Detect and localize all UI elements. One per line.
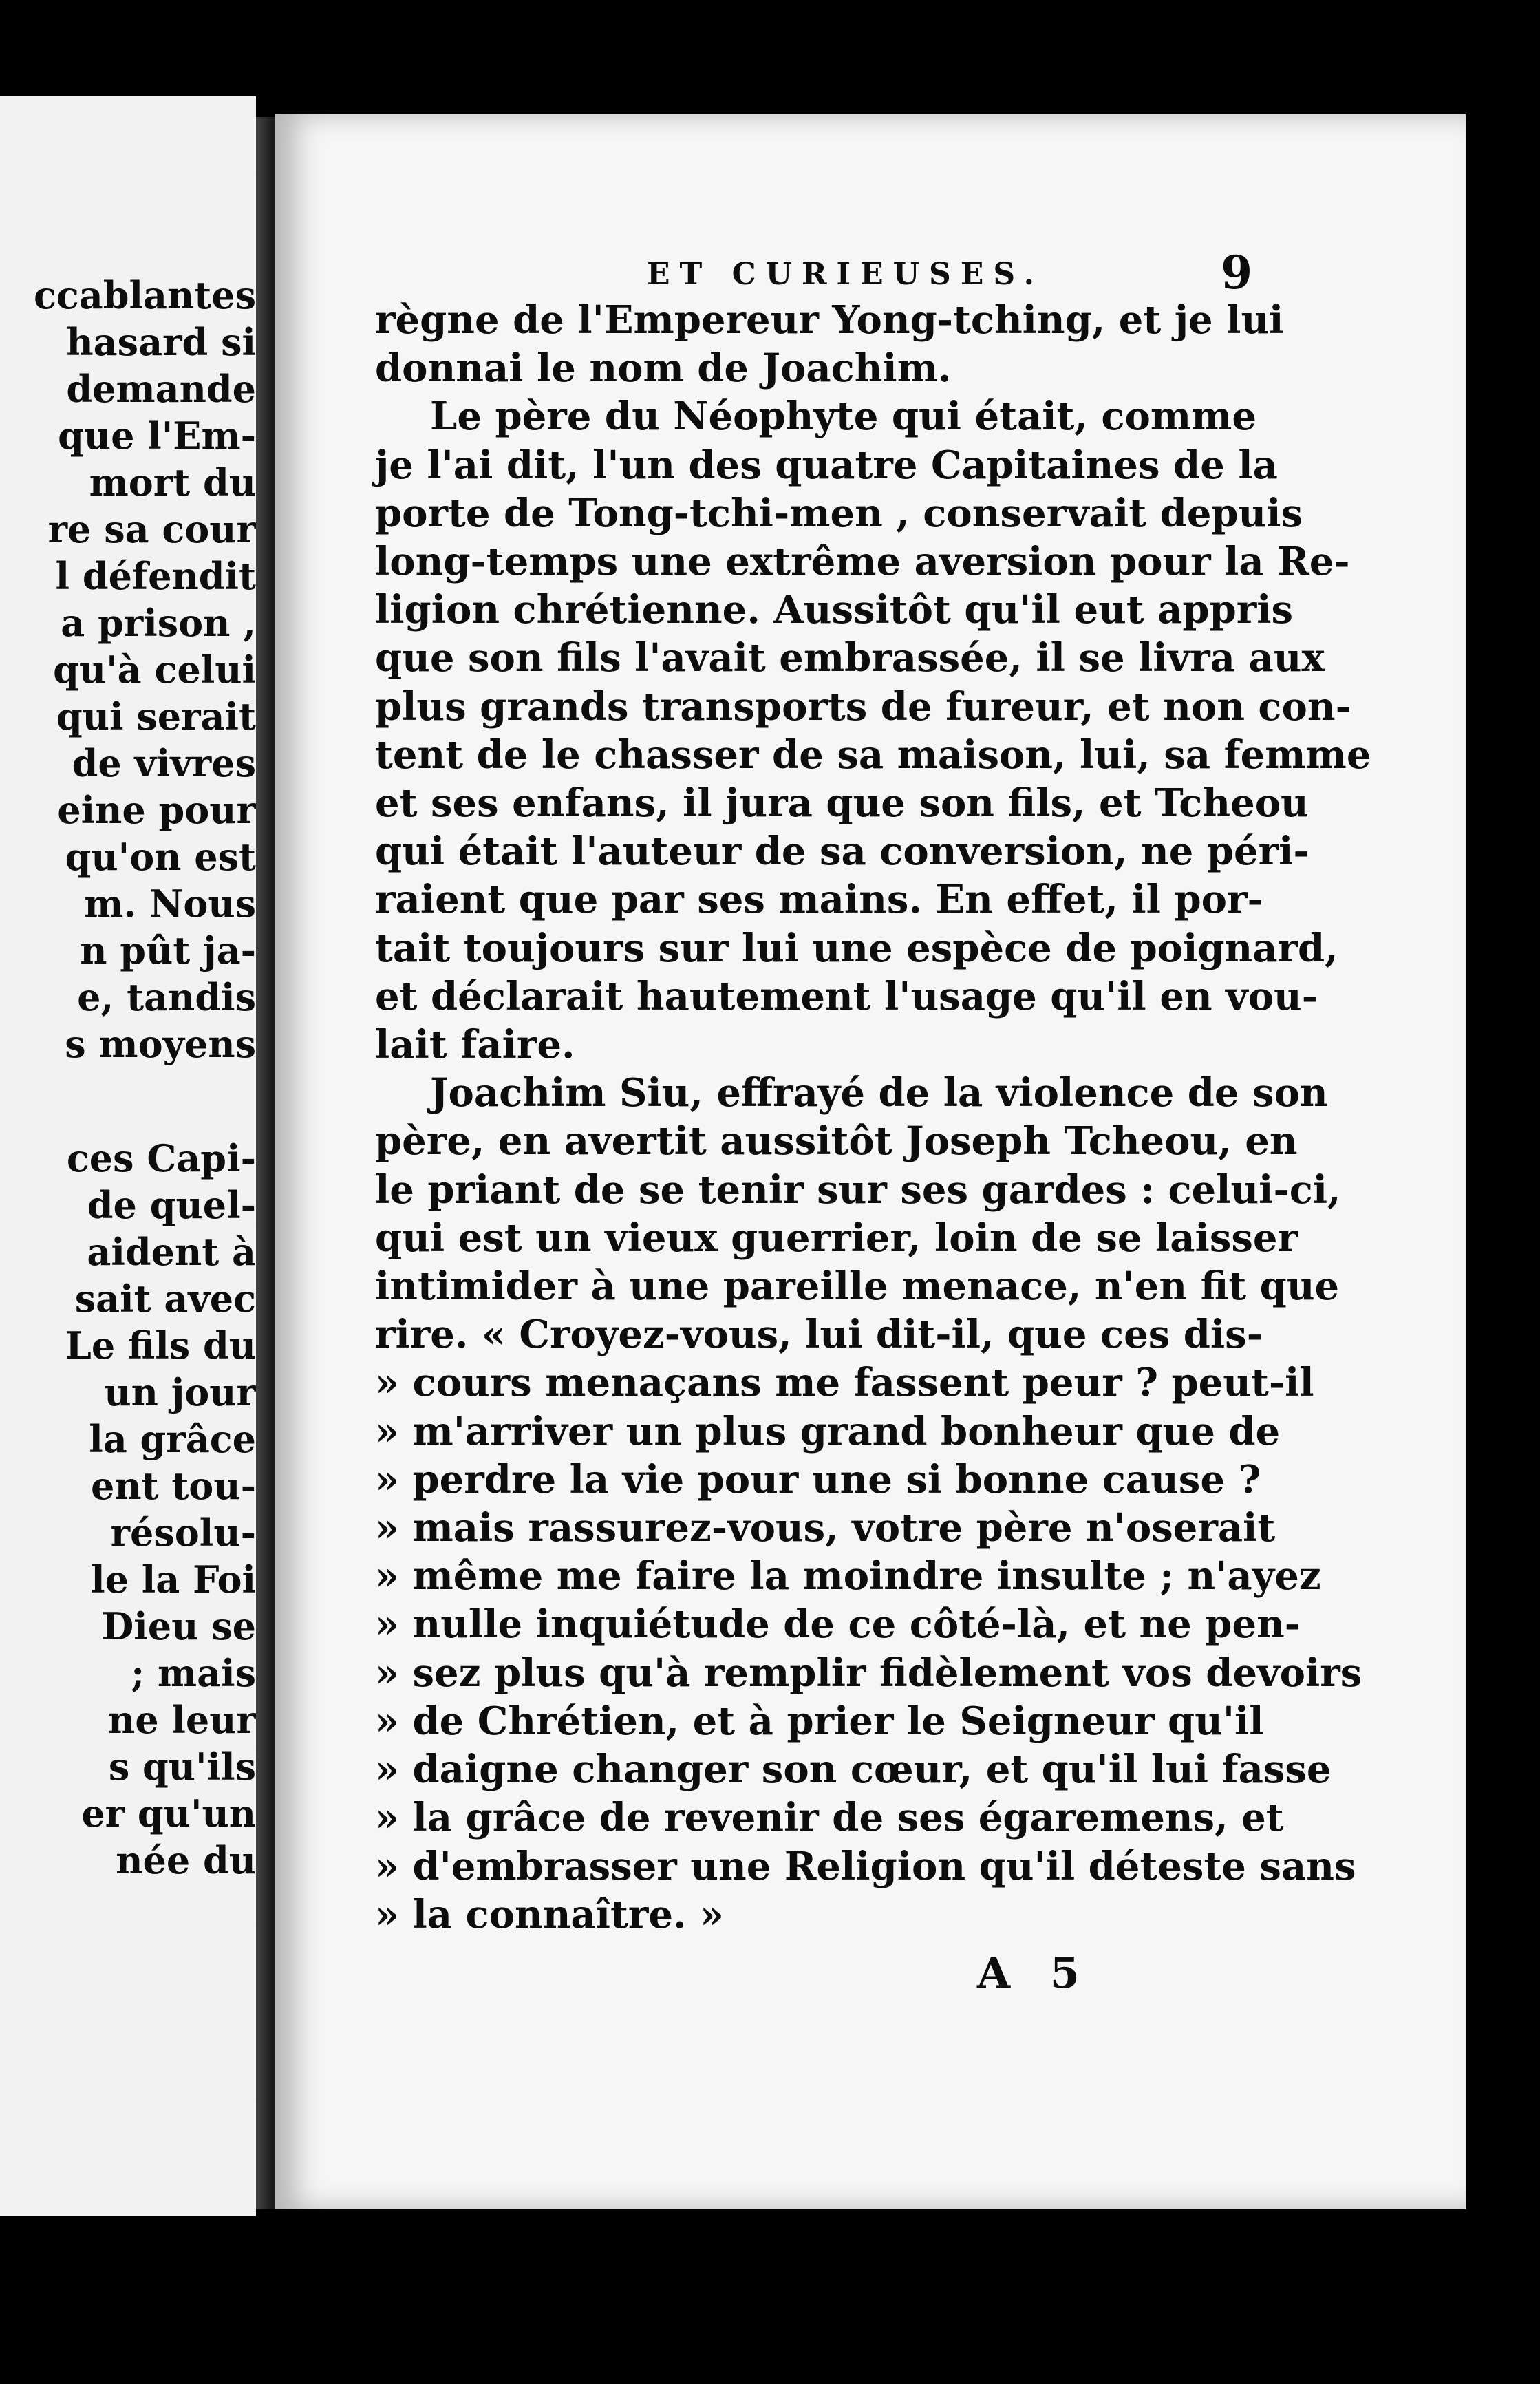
text-line: » m'arriver un plus grand bonheur que de [375, 1408, 1281, 1454]
left-line: ; mais [131, 1651, 256, 1695]
text-line: long-temps une extrême aversion pour la Re- [375, 539, 1350, 585]
left-line: Dieu se [101, 1604, 256, 1648]
left-line: er qu'un [81, 1791, 256, 1835]
left-line: l défendit [55, 554, 256, 598]
text-line: Joachim Siu, effrayé de la violence de son [430, 1070, 1328, 1116]
text-line: plus grands transports de fureur, et non con- [375, 683, 1351, 730]
left-line: e, tandis [77, 975, 256, 1019]
left-line: un jour [104, 1370, 256, 1414]
text-line: et déclarait hautement l'usage qu'il en vou- [375, 973, 1318, 1019]
left-line: le la Foi [91, 1557, 256, 1601]
left-line: ne leur [108, 1698, 256, 1742]
left-line: s moyens [65, 1022, 256, 1066]
left-line: qu'on est [65, 835, 256, 879]
text-line: porte de Tong-tchi-men , conservait depuis [375, 490, 1303, 536]
text-line: tait toujours sur lui une espèce de poignard, [375, 925, 1338, 971]
text-line: raient que par ses mains. En effet, il por- [375, 877, 1263, 923]
text-line: je l'ai dit, l'un des quatre Capitaines de la [375, 442, 1278, 488]
left-line: mort du [89, 460, 256, 504]
text-line: père, en avertit aussitôt Joseph Tcheou, en [375, 1118, 1298, 1164]
text-line: » la connaître. » [375, 1891, 724, 1937]
text-line: » même me faire la moindre insulte ; n'ayez [375, 1553, 1321, 1599]
text-line: tent de le chasser de sa maison, lui, sa femme [375, 732, 1371, 778]
text-line: qui était l'auteur de sa conversion, ne péri- [375, 829, 1309, 875]
page-header [358, 246, 1252, 299]
text-line: qui est un vieux guerrier, loin de se laisser [375, 1215, 1298, 1261]
text-line: et ses enfans, il jura que son fils, et Tcheou [375, 780, 1309, 827]
left-line: ent tou- [91, 1464, 256, 1508]
left-line: ccablantes [34, 273, 256, 317]
left-line: résolu- [110, 1511, 256, 1555]
text-line: » d'embrasser une Religion qu'il déteste sans [375, 1843, 1356, 1889]
left-line: née du [116, 1838, 256, 1882]
text-line: lait faire. [375, 1022, 575, 1068]
left-page-fragment [0, 96, 256, 2216]
left-line: ces Capi- [66, 1136, 256, 1180]
text-line: » la grâce de revenir de ses égaremens, et [375, 1795, 1284, 1841]
text-line: donnai le nom de Joachim. [375, 345, 952, 392]
text-line: que son fils l'avait embrassée, il se livra aux [375, 635, 1325, 681]
text-line: » mais rassurez-vous, votre père n'oserait [375, 1505, 1276, 1551]
text-line: » daigne changer son cœur, et qu'il lui fasse [375, 1747, 1332, 1793]
left-line: la grâce [89, 1417, 256, 1461]
body-text [375, 296, 1371, 1939]
text-line: » nulle inquiétude de ce côté-là, et ne pen- [375, 1601, 1301, 1648]
text-line: » sez plus qu'à remplir fidèlement vos devoirs [375, 1650, 1362, 1696]
left-line: de quel- [87, 1183, 256, 1227]
left-line: eine pour [57, 788, 256, 832]
left-line: Le fils du [65, 1323, 256, 1367]
left-line: que l'Em- [58, 414, 256, 458]
left-line: hasard si [66, 320, 256, 364]
text-line: rire. « Croyez-vous, lui dit-il, que ces dis- [375, 1312, 1263, 1358]
text-line: Le père du Néophyte qui était, comme [430, 394, 1256, 440]
signature-mark: A 5 [977, 1948, 1092, 1998]
left-line: n pût ja- [80, 928, 256, 972]
text-line: » perdre la vie pour une si bonne cause ? [375, 1456, 1261, 1502]
left-line: a prison , [61, 601, 256, 645]
text-line: » cours menaçans me fassent peur ? peut-il [375, 1360, 1314, 1406]
left-line: re sa cour [47, 507, 256, 551]
left-line: s qu'ils [108, 1745, 256, 1789]
left-line: aident à [87, 1230, 256, 1274]
text-line: » de Chrétien, et à prier le Seigneur qu'il [375, 1698, 1264, 1744]
running-head: ET CURIEUSES. [647, 257, 1044, 292]
left-line: m. Nous [84, 882, 256, 926]
left-line: sait avec [74, 1277, 256, 1321]
left-line: de vivres [72, 741, 256, 785]
page-number: 9 [1221, 246, 1252, 299]
text-line: règne de l'Empereur Yong-tching, et je lui [375, 297, 1284, 343]
text-line: le priant de se tenir sur ses gardes : celui-ci, [375, 1167, 1341, 1213]
text-line: ligion chrétienne. Aussitôt qu'il eut appris [375, 587, 1294, 633]
left-line: demande [66, 367, 256, 411]
left-line: qui serait [56, 694, 256, 738]
text-line: intimider à une pareille menace, n'en fit que [375, 1264, 1340, 1310]
left-line: qu'à celui [53, 648, 256, 692]
